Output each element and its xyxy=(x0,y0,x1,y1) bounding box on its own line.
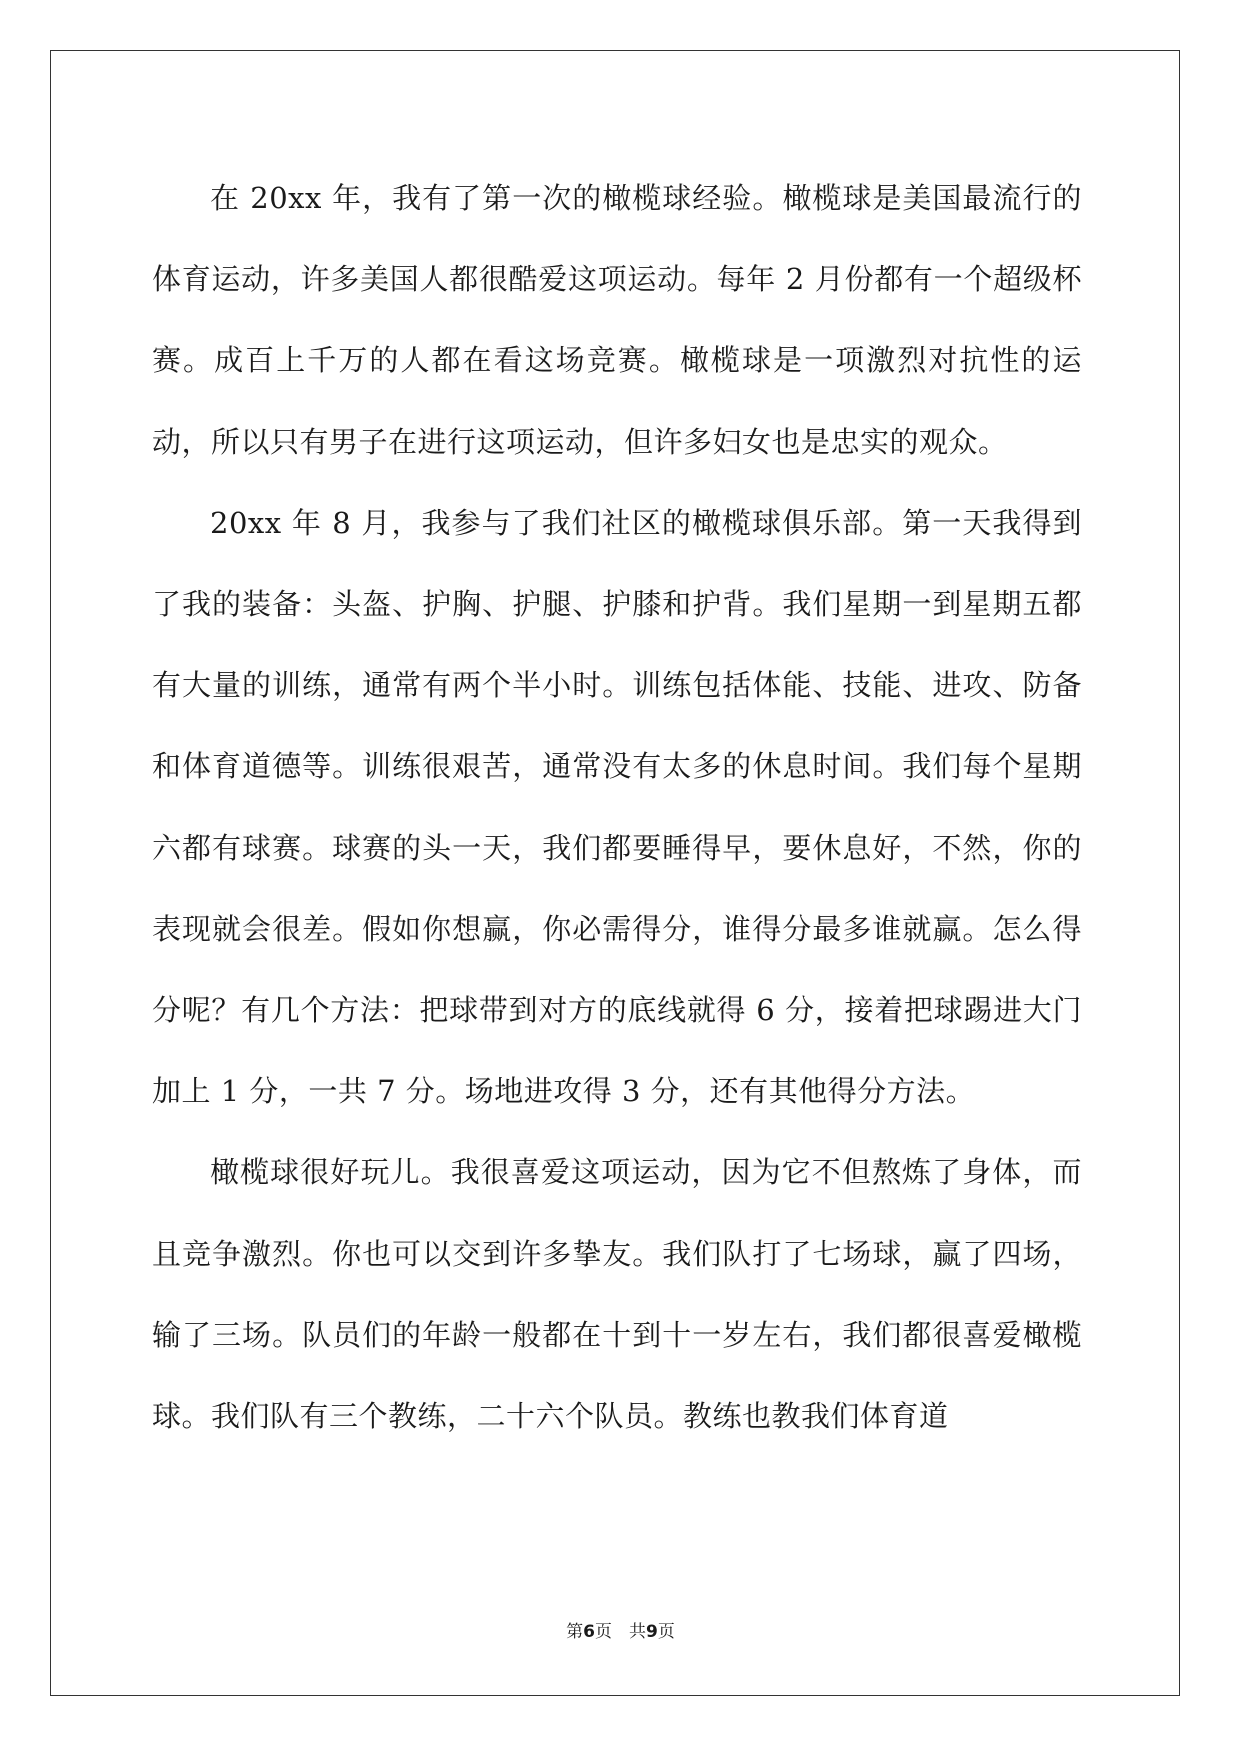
paragraph-3: 橄榄球很好玩儿。我很喜爱这项运动，因为它不但熬炼了身体，而且竞争激烈。你也可以交到许多挚友。我们队打了七场球，赢了四场，输了三场。队员们的年龄一般都在十到十一岁左右，我们都很喜爱橄榄球。我们队有三个教练，二十六个队员。教练也教我们体育道 xyxy=(152,1155,1082,1434)
paragraph-1: 在 20xx 年，我有了第一次的橄榄球经验。橄榄球是美国最流行的体育运动，许多美国人都很酷爱这项运动。每年 2 月份都有一个超级杯赛。成百上千万的人都在看这场竞赛。橄榄球是一项激烈对抗性的运动，所以只有男子在进行这项运动，但许多妇女也是忠实的观众。 xyxy=(152,181,1082,459)
page-suffix: 页 xyxy=(657,1622,675,1642)
paragraph-2: 20xx 年 8 月，我参与了我们社区的橄榄球俱乐部。第一天我得到了我的装备：头盔、护胸、护腿、护膝和护背。我们星期一到星期五都有大量的训练，通常有两个半小时。训练包括体能、技能、进攻、防备和体育道德等。训练很艰苦，通常没有太多的休息时间。我们每个星期六都有球赛。球赛的头一天，我们都要睡得早，要休息好，不然，你的表现就会很差。假如你想赢，你必需得分，谁得分最多谁就赢。怎么得分呢？有几个方法：把球带到对方的底线就得 6 分，接着把球踢进大门加上 1 分，一共 7 分。场地进攻得 3 分，还有其他得分方法。 xyxy=(152,505,1082,1109)
page-footer xyxy=(0,1617,1241,1642)
document-body xyxy=(152,158,1082,1457)
page-prefix: 第 xyxy=(566,1622,584,1642)
page-mid: 页 共 xyxy=(595,1622,646,1642)
page-current: 6 xyxy=(583,1622,595,1642)
page-total: 9 xyxy=(646,1622,658,1642)
